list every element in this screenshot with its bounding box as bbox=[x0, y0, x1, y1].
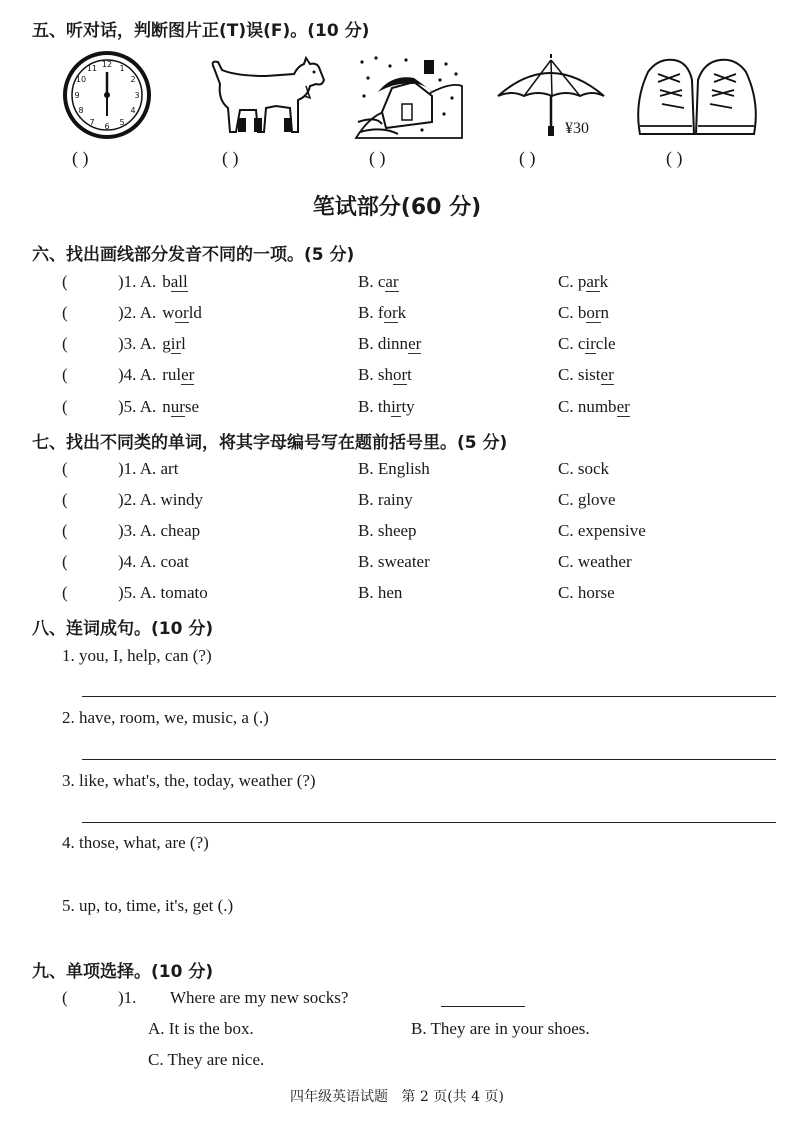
option-a bbox=[118, 334, 186, 354]
text-part: C. b bbox=[558, 303, 587, 322]
umbrella-price: ¥30 bbox=[565, 120, 589, 137]
text-part: ( bbox=[62, 303, 68, 322]
underlined-letters: or bbox=[383, 303, 398, 322]
underlined-letters: er bbox=[616, 397, 630, 416]
picture-2-answer[interactable]: ( ) bbox=[222, 148, 239, 168]
text-part: B. f bbox=[358, 303, 384, 322]
option-a bbox=[118, 397, 199, 417]
choice-q1-option-c: C. They are nice. bbox=[148, 1050, 265, 1069]
svg-text:1: 1 bbox=[119, 64, 125, 73]
option-a: )3. A. cheap bbox=[118, 521, 201, 540]
phonics-row bbox=[62, 397, 762, 421]
picture-1-answer[interactable]: ( ) bbox=[72, 148, 89, 168]
text-part: C. numb bbox=[558, 397, 617, 416]
answer-paren[interactable] bbox=[62, 334, 68, 354]
goat-icon bbox=[206, 56, 326, 140]
phonics-row bbox=[62, 272, 762, 296]
option-b: B. English bbox=[358, 459, 430, 478]
answer-paren[interactable] bbox=[62, 272, 68, 292]
picture-5-answer[interactable]: ( ) bbox=[666, 148, 683, 168]
option-b: B. rainy bbox=[358, 490, 413, 509]
option-c: C. sock bbox=[558, 459, 609, 478]
answer-line-2[interactable] bbox=[82, 759, 776, 760]
umbrella-icon bbox=[494, 54, 610, 140]
text-part: t bbox=[407, 365, 412, 384]
option-b bbox=[358, 272, 399, 292]
option-a: )2. A. windy bbox=[118, 490, 203, 509]
answer-paren[interactable]: ( bbox=[62, 490, 68, 509]
classify-row bbox=[62, 459, 762, 483]
text-part: B. c bbox=[358, 272, 386, 291]
text-part: k bbox=[599, 272, 609, 291]
text-part: ( bbox=[62, 334, 68, 353]
option-b bbox=[358, 303, 406, 323]
underlined-letters: or bbox=[586, 303, 601, 322]
text-part: B. th bbox=[358, 397, 392, 416]
classify-row bbox=[62, 521, 762, 545]
option-a: )1. A. art bbox=[118, 459, 179, 478]
text-part: k bbox=[397, 303, 407, 322]
text-part: C. p bbox=[558, 272, 587, 291]
text-part: )4. A. bbox=[118, 365, 157, 384]
underlined-letters: ir bbox=[391, 397, 402, 416]
answer-paren[interactable]: ( bbox=[62, 521, 68, 540]
answer-paren[interactable]: ( bbox=[62, 552, 68, 571]
section7-title: 七、找出不同类的单词，将其字母编号写在题前括号里。(5 分) bbox=[32, 433, 508, 453]
underlined-letters: all bbox=[170, 272, 188, 291]
svg-text:4: 4 bbox=[130, 106, 136, 115]
answer-line-3[interactable] bbox=[82, 822, 776, 823]
option-b bbox=[358, 334, 421, 354]
sentence-item-3: 3. like, what's, the, today, weather (?) bbox=[62, 771, 316, 790]
text-part: w bbox=[162, 303, 175, 322]
svg-text:10: 10 bbox=[75, 75, 87, 84]
underlined-letters: er bbox=[408, 334, 422, 353]
text-part: )3. A. bbox=[118, 334, 157, 353]
text-part: ( bbox=[62, 272, 68, 291]
text-part: )5. A. bbox=[118, 397, 157, 416]
text-part: b bbox=[162, 272, 171, 291]
page-footer: 四年级英语试题 第 2 页(共 4 页) bbox=[290, 1089, 504, 1105]
text-part: ( bbox=[62, 397, 68, 416]
option-c bbox=[558, 303, 609, 323]
svg-text:8: 8 bbox=[78, 106, 84, 115]
option-b bbox=[358, 365, 412, 385]
option-c: C. glove bbox=[558, 490, 616, 509]
svg-text:7: 7 bbox=[89, 118, 95, 127]
svg-text:6: 6 bbox=[104, 122, 110, 131]
text-part: cle bbox=[595, 334, 616, 353]
option-c: C. horse bbox=[558, 583, 615, 602]
phonics-row bbox=[62, 365, 762, 389]
option-a bbox=[118, 365, 194, 385]
text-part: rul bbox=[162, 365, 182, 384]
choice-q1-blank[interactable] bbox=[441, 1006, 525, 1007]
svg-text:9: 9 bbox=[74, 91, 80, 100]
choice-q1-option-a: A. It is the box. bbox=[148, 1019, 254, 1038]
text-part: )2. A. bbox=[118, 303, 157, 322]
text-part: C. sist bbox=[558, 365, 601, 384]
answer-line-1[interactable] bbox=[82, 696, 776, 697]
answer-paren[interactable] bbox=[62, 303, 68, 323]
text-part: se bbox=[184, 397, 200, 416]
option-b bbox=[358, 397, 415, 417]
option-a: )5. A. tomato bbox=[118, 583, 208, 602]
option-c bbox=[558, 365, 614, 385]
sentence-item-2: 2. have, room, we, music, a (.) bbox=[62, 708, 269, 727]
picture-3-answer[interactable]: ( ) bbox=[369, 148, 386, 168]
picture-4-answer[interactable]: ( ) bbox=[519, 148, 536, 168]
text-part: ( bbox=[62, 365, 68, 384]
svg-text:11: 11 bbox=[86, 64, 98, 73]
classify-row bbox=[62, 490, 762, 514]
underlined-letters: ir bbox=[585, 334, 596, 353]
choice-q1-number: )1. bbox=[118, 988, 137, 1007]
text-part: n bbox=[600, 303, 610, 322]
text-part: ty bbox=[401, 397, 415, 416]
classify-row bbox=[62, 583, 762, 607]
clock-icon bbox=[62, 50, 152, 140]
option-b: B. hen bbox=[358, 583, 403, 602]
sentence-item-5: 5. up, to, time, it's, get (.) bbox=[62, 896, 234, 915]
option-b: B. sheep bbox=[358, 521, 417, 540]
option-c bbox=[558, 397, 630, 417]
underlined-letters: ur bbox=[170, 397, 185, 416]
answer-paren[interactable] bbox=[62, 365, 68, 385]
section8-title: 八、连词成句。(10 分) bbox=[32, 619, 214, 639]
text-part: B. sh bbox=[358, 365, 393, 384]
text-part: )1. A. bbox=[118, 272, 157, 291]
underlined-letters: or bbox=[174, 303, 189, 322]
phonics-row bbox=[62, 334, 762, 358]
snowy-house-icon bbox=[352, 52, 464, 140]
option-c bbox=[558, 334, 616, 354]
written-part-heading: 笔试部分(60 分) bbox=[312, 195, 482, 220]
section5-title: 五、听对话，判断图片正(T)误(F)。(10 分) bbox=[32, 21, 370, 41]
option-a bbox=[118, 272, 188, 292]
underlined-letters: or bbox=[392, 365, 408, 384]
choice-q1-stem: Where are my new socks? bbox=[170, 988, 349, 1007]
option-c: C. expensive bbox=[558, 521, 646, 540]
option-a: )4. A. coat bbox=[118, 552, 189, 571]
text-part: l bbox=[181, 334, 186, 353]
phonics-row bbox=[62, 303, 762, 327]
text-part: n bbox=[162, 397, 171, 416]
text-part: C. c bbox=[558, 334, 586, 353]
option-c: C. weather bbox=[558, 552, 632, 571]
choice-q1-paren[interactable]: ( bbox=[62, 988, 68, 1007]
text-part: B. dinn bbox=[358, 334, 409, 353]
option-c bbox=[558, 272, 608, 292]
answer-paren[interactable]: ( bbox=[62, 459, 68, 478]
svg-text:12: 12 bbox=[101, 60, 113, 69]
sentence-item-4: 4. those, what, are (?) bbox=[62, 833, 209, 852]
svg-text:5: 5 bbox=[119, 118, 125, 127]
underlined-letters: er bbox=[181, 365, 195, 384]
section6-title: 六、找出画线部分发音不同的一项。(5 分) bbox=[32, 245, 355, 265]
text-part: g bbox=[162, 334, 171, 353]
underlined-letters: ar bbox=[586, 272, 600, 291]
svg-text:2: 2 bbox=[130, 75, 136, 84]
choice-q1-option-b: B. They are in your shoes. bbox=[411, 1019, 590, 1038]
svg-text:3: 3 bbox=[134, 91, 140, 100]
option-a bbox=[118, 303, 202, 323]
classify-row bbox=[62, 552, 762, 576]
option-b: B. sweater bbox=[358, 552, 430, 571]
underlined-letters: er bbox=[600, 365, 614, 384]
answer-paren[interactable] bbox=[62, 397, 68, 417]
shoes-icon bbox=[634, 52, 762, 142]
section9-title: 九、单项选择。(10 分) bbox=[32, 962, 214, 982]
underlined-letters: ir bbox=[170, 334, 182, 353]
underlined-letters: ar bbox=[385, 272, 399, 291]
sentence-item-1: 1. you, I, help, can (?) bbox=[62, 646, 212, 665]
text-part: ld bbox=[188, 303, 202, 322]
answer-paren[interactable]: ( bbox=[62, 583, 68, 602]
